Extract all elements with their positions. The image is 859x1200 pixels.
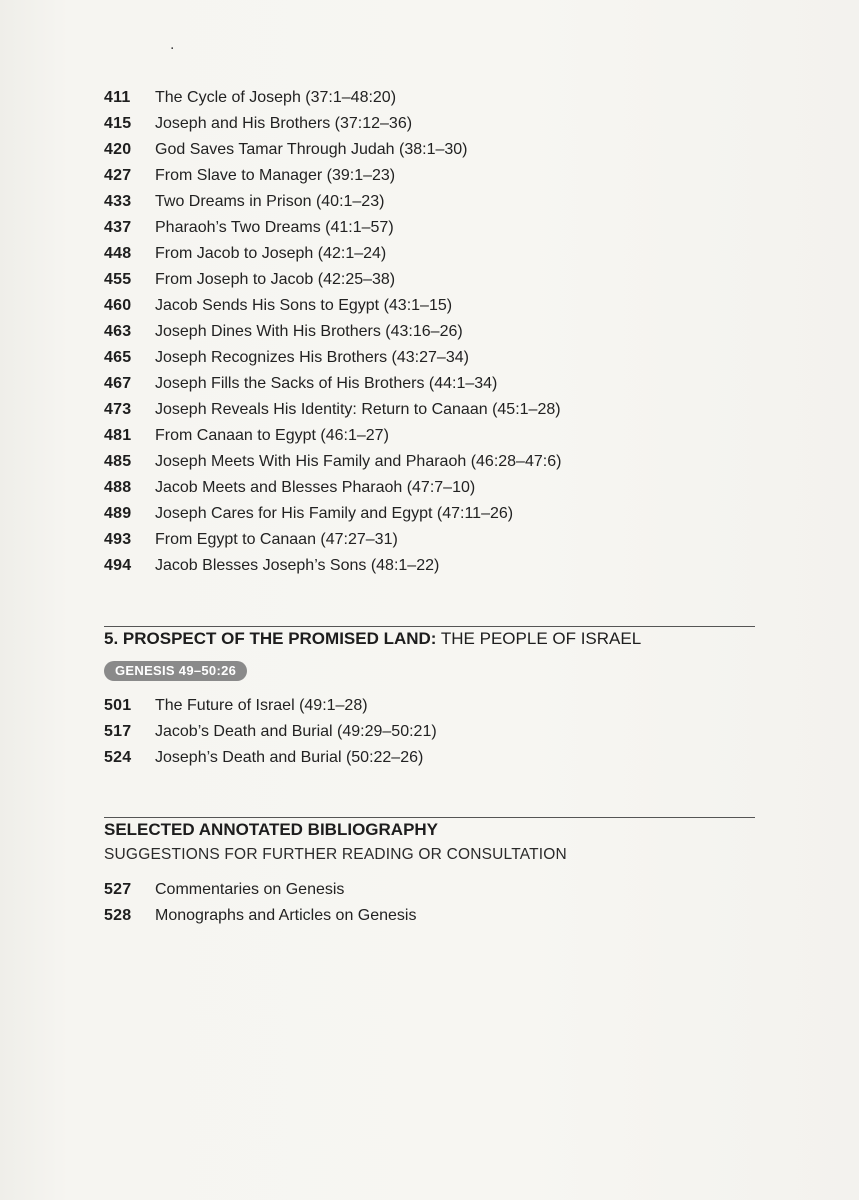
toc-entry <box>104 749 423 775</box>
section-heading-sub: THE PEOPLE OF ISRAEL <box>436 629 642 648</box>
page-number: 517 <box>104 723 132 740</box>
entry-title: Joseph Fills the Sacks of His Brothers (44:1–34) <box>155 375 498 392</box>
page-number: 524 <box>104 749 132 766</box>
entry-title: From Canaan to Egypt (46:1–27) <box>155 427 389 444</box>
page-number: 448 <box>104 245 132 262</box>
entry-title: Monographs and Articles on Genesis <box>155 907 417 924</box>
entry-title: Joseph Dines With His Brothers (43:16–26) <box>155 323 463 340</box>
page-number: 455 <box>104 271 132 288</box>
entry-title: From Egypt to Canaan (47:27–31) <box>155 531 398 548</box>
page-number: 415 <box>104 115 132 132</box>
entry-title: Joseph Cares for His Family and Egypt (47:11–26) <box>155 505 514 522</box>
toc-entry <box>104 141 468 167</box>
entry-title: Jacob Blesses Joseph’s Sons (48:1–22) <box>155 557 440 574</box>
entry-title: From Jacob to Joseph (42:1–24) <box>155 245 387 262</box>
toc-entry <box>104 167 395 193</box>
toc-entry <box>104 479 475 505</box>
page-number: 427 <box>104 167 132 184</box>
toc-entry <box>104 375 497 401</box>
entry-title: From Slave to Manager (39:1–23) <box>155 167 396 184</box>
toc-entry <box>104 115 412 141</box>
bibliography-subtitle: SUGGESTIONS FOR FURTHER READING OR CONSULTATION <box>104 846 567 863</box>
toc-entry <box>104 271 395 297</box>
entry-title: Pharaoh’s Two Dreams (41:1–57) <box>155 219 394 236</box>
entry-title: Joseph Recognizes His Brothers (43:27–34) <box>155 349 469 366</box>
toc-entry <box>104 907 416 933</box>
page-number: 411 <box>104 89 131 106</box>
bibliography-heading <box>104 820 438 840</box>
entry-title: Joseph and His Brothers (37:12–36) <box>155 115 413 132</box>
toc-entry <box>104 505 513 531</box>
entry-title: Jacob Sends His Sons to Egypt (43:1–15) <box>155 297 453 314</box>
page-number: 488 <box>104 479 132 496</box>
entry-title: Joseph Reveals His Identity: Return to Canaan (45:1–28) <box>155 401 561 418</box>
page-number: 467 <box>104 375 132 392</box>
entry-title: Commentaries on Genesis <box>155 881 345 898</box>
toc-entry <box>104 557 439 583</box>
toc-entry <box>104 881 344 907</box>
entry-title: Two Dreams in Prison (40:1–23) <box>155 193 385 210</box>
page-number: 465 <box>104 349 132 366</box>
toc-entry <box>104 245 386 271</box>
page-number: 460 <box>104 297 132 314</box>
page-number: 485 <box>104 453 132 470</box>
section-divider <box>104 626 755 627</box>
toc-entry <box>104 323 463 349</box>
entry-title: Jacob Meets and Blesses Pharaoh (47:7–10) <box>155 479 476 496</box>
entry-title: Joseph’s Death and Burial (50:22–26) <box>155 749 424 766</box>
page-number: 494 <box>104 557 132 574</box>
bibliography-heading-text: SELECTED ANNOTATED BIBLIOGRAPHY <box>104 820 439 839</box>
toc-entry <box>104 453 561 479</box>
entry-title: From Joseph to Jacob (42:25–38) <box>155 271 396 288</box>
section-heading <box>104 629 641 649</box>
toc-entry <box>104 427 389 453</box>
entry-title: Jacob’s Death and Burial (49:29–50:21) <box>155 723 437 740</box>
section-heading-main: 5. PROSPECT OF THE PROMISED LAND: <box>104 629 437 648</box>
page-number: 489 <box>104 505 132 522</box>
page-number: 528 <box>104 907 132 924</box>
entry-title: Joseph Meets With His Family and Pharaoh (46:28–47:6) <box>155 453 562 470</box>
toc-entry <box>104 297 452 323</box>
page-number: 437 <box>104 219 132 236</box>
entry-title: God Saves Tamar Through Judah (38:1–30) <box>155 141 468 158</box>
toc-entry <box>104 697 368 723</box>
toc-entry <box>104 401 561 427</box>
scripture-range-badge: GENESIS 49–50:26 <box>104 661 247 681</box>
section-divider <box>104 817 755 818</box>
page-number: 463 <box>104 323 132 340</box>
toc-entry <box>104 89 396 115</box>
entry-title: The Cycle of Joseph (37:1–48:20) <box>155 89 397 106</box>
page-number: 493 <box>104 531 132 548</box>
page-number: 433 <box>104 193 132 210</box>
page-number: 527 <box>104 881 132 898</box>
toc-entry <box>104 193 384 219</box>
stray-mark: . <box>170 36 175 53</box>
toc-entry <box>104 349 469 375</box>
toc-entry <box>104 723 437 749</box>
page-number: 473 <box>104 401 132 418</box>
toc-entry <box>104 219 394 245</box>
entry-title: The Future of Israel (49:1–28) <box>155 697 368 714</box>
page-number: 481 <box>104 427 132 444</box>
page-number: 501 <box>104 697 132 714</box>
page-number: 420 <box>104 141 132 158</box>
toc-entry <box>104 531 398 557</box>
